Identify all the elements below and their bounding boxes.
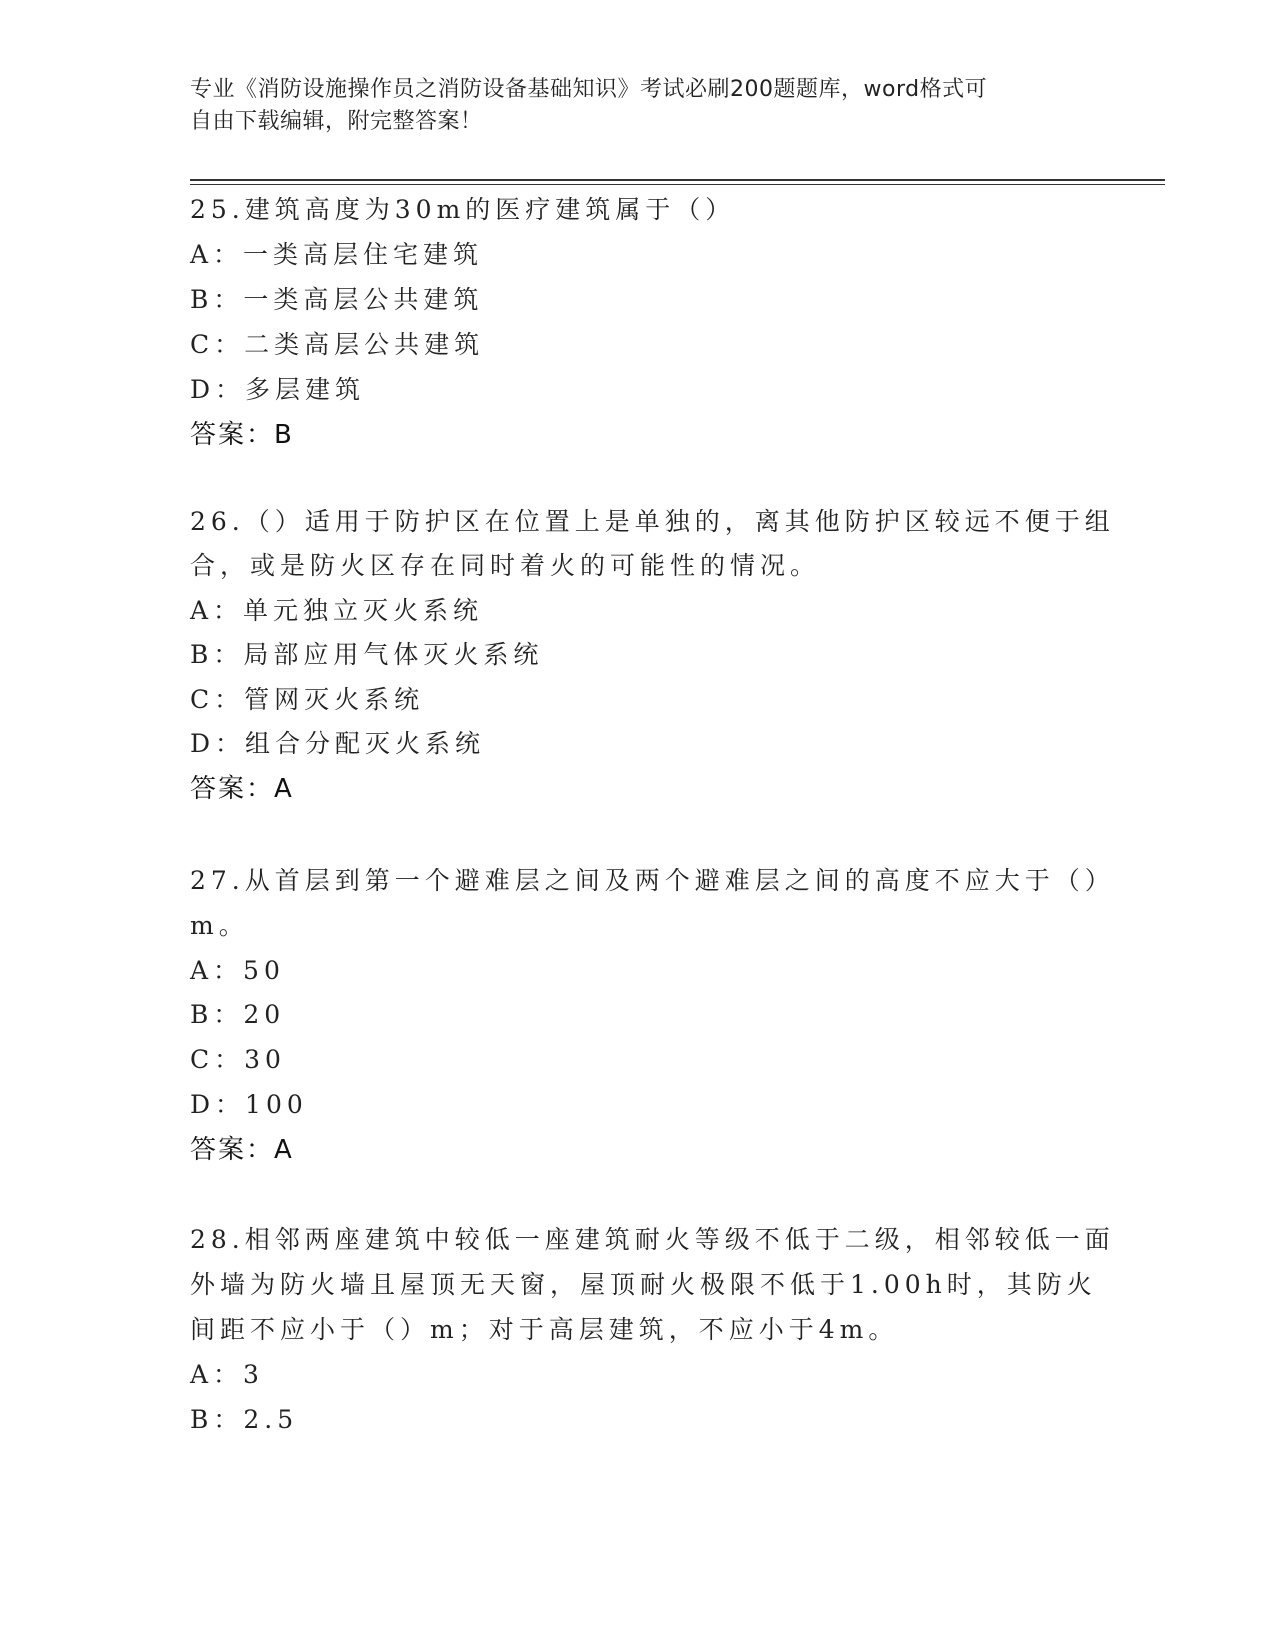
option-a: A：单元独立灭火系统: [190, 596, 484, 625]
question-stem: 28.相邻两座建筑中较低一座建筑耐火等级不低于二级，相邻较低一面: [190, 1225, 1115, 1254]
option-b: B：局部应用气体灭火系统: [190, 640, 544, 669]
question-stem: 27.从首层到第一个避难层之间及两个避难层之间的高度不应大于（）: [190, 866, 1115, 895]
option-d: D：组合分配灭火系统: [190, 729, 486, 758]
header-divider-thin: [190, 184, 1165, 185]
answer-label: 答案：B: [190, 420, 294, 450]
document-header: [190, 74, 1090, 138]
option-d: D：多层建筑: [190, 375, 366, 404]
question-stem-continued: 合，或是防火区存在同时着火的可能性的情况。: [190, 551, 821, 580]
option-b: B：2.5: [190, 1405, 299, 1434]
header-divider-thick: [190, 179, 1165, 181]
option-b: B：20: [190, 1000, 286, 1029]
question-stem-continued: m。: [190, 911, 249, 940]
header-line-1: 专业《消防设施操作员之消防设备基础知识》考试必刷200题题库，word格式可: [190, 77, 988, 102]
option-c: C：二类高层公共建筑: [190, 330, 485, 359]
question-stem: 26.（）适用于防护区在位置上是单独的，离其他防护区较远不便于组: [190, 507, 1115, 536]
option-a: A：一类高层住宅建筑: [190, 240, 484, 269]
option-c: C：30: [190, 1045, 286, 1074]
answer-label: 答案：A: [190, 1135, 294, 1165]
header-line-2: 自由下载编辑，附完整答案！: [190, 109, 483, 134]
option-d: D：100: [190, 1090, 308, 1119]
question-stem-continued: 间距不应小于（）m；对于高层建筑，不应小于4m。: [190, 1315, 899, 1344]
option-a: A：3: [190, 1360, 264, 1389]
question-stem: 25.建筑高度为30m的医疗建筑属于（）: [190, 195, 736, 224]
option-c: C：管网灭火系统: [190, 685, 425, 714]
option-b: B：一类高层公共建筑: [190, 285, 484, 314]
question-stem-continued: 外墙为防火墙且屋顶无天窗，屋顶耐火极限不低于1.00h时，其防火: [190, 1270, 1097, 1299]
option-a: A：50: [190, 956, 285, 985]
answer-label: 答案：A: [190, 774, 294, 804]
